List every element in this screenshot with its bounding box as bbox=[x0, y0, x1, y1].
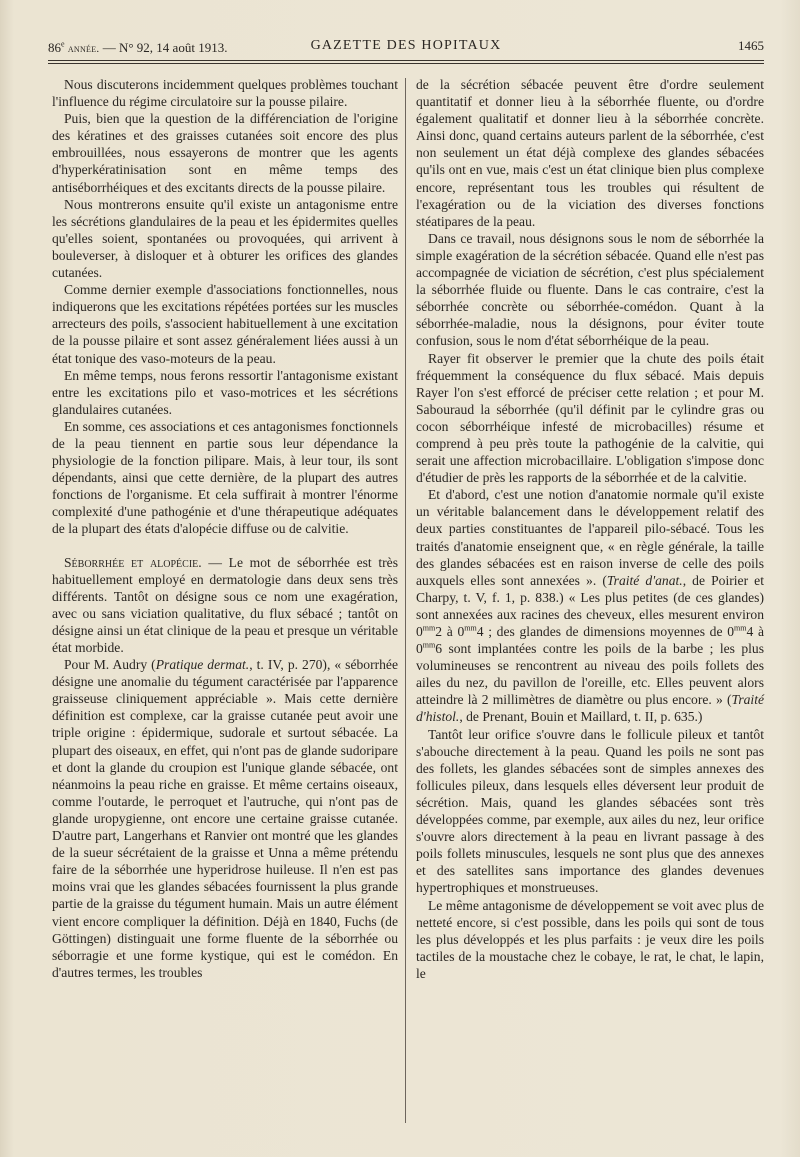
paragraph: Nous montrerons ensuite qu'il existe un antagonisme entre les sécrétions glandulaires de la peau et les épidermites quelles qu'elles soient, spontanées ou provoquées, qui arrivent à bouleverser, à disloquer et à obturer les orifices des glandes cutanées. bbox=[52, 196, 398, 281]
paragraph: Dans ce travail, nous désignons sous le nom de séborrhée la simple exagération de la sécrétion sébacée. Quand elle n'est pas accompagnée de viciation de sécrétion, c'est plus spécialement la séborrhée fluide ou fluente. Dans le cas contraire, c'est la séborrhée concrète ou séborrhée-comédon. Quant à la séborrhée-maladie, nous la désignons, pour éviter toute confusion, sous le nom d'état séborrhéique de la peau. bbox=[416, 230, 764, 349]
header-rule-bottom bbox=[48, 63, 764, 64]
paragraph: Comme dernier exemple d'associations fonctionnelles, nous indiquerons que les excitations répétées portées sur les muscles arrecteurs des poils, s'associent habituellement à une excitation de la pousse pilaire et sont assez généralement liées aussi à un état tonique des vaso-moteurs de la peau. bbox=[52, 282, 398, 366]
paragraph: Tantôt leur orifice s'ouvre dans le follicule pileux et tantôt s'abouche directement à la peau. Quand les poils ne sont pas des follets, les glandes sébacées sont de simples annexes des follicules pileux, dans lesquels elles déversent leur produit de sécrétion. Mais, quand les glandes sébacées sont très développées comme, par exemple, aux ailes du nez, leur orifice s'ouvre alors directement à la peau en livrant passage à des poils follets minuscules, lesquels ne sont plus que des annexes et des satellites sans importance des glandes devenues hypertrophiques et monstrueuses. bbox=[416, 726, 764, 896]
right-column bbox=[416, 76, 764, 982]
paragraph: Puis, bien que la question de la différenciation de l'origine des kératines et des graisses cutanées soit encore des plus embrouillées, nous essayerons de montrer que les agents d'hyperkératinisation sont en même temps des antiséborrhéiques et des excitants directs de la pousse pilaire. bbox=[52, 111, 398, 195]
page-number: 1465 bbox=[738, 38, 764, 53]
column-divider bbox=[405, 78, 406, 1123]
paragraph: de la sécrétion sébacée peuvent être d'ordre seulement quantitatif et donner lieu à la séborrhée fluente, ou d'ordre également qualitatif et donner lieu à la séborrhée concrète. Ainsi donc, quand certains auteurs parlent de la séborrhée, c'est non seulement un état déjà complexe des glandes sébacées qu'ils ont en vue, mais c'est un état clinique bien plus complexe encore, représentant tous les troubles qui résultent de l'exagération ou de la viciation des diverses fonctions stéatipares de la peau. bbox=[416, 77, 764, 229]
paragraph: Rayer fit observer le premier que la chute des poils était fréquemment la conséquence du flux sébacé. Mais depuis Rayer l'on s'est efforcé de préciser cette relation ; et pour M. Sabouraud la séborrhée (qu'il définit par le cylindre gras ou cocon séborrhéique infesté de microbacilles) résume et comprend à peu près toute la pathogénie de la calvitie, qui serait une affection microbacillaire. L'obligation s'impose donc d'étudier de près les rapports de la séborrhée et de la calvitie. bbox=[416, 350, 764, 486]
paragraph: Et d'abord, c'est une notion d'anatomie normale qu'il existe un véritable balancement dans le développement relatif des deux parties constituantes de l'appareil pilo-sébacé. Tous les traités d'anatomie enseignent que, « en règle générale, la taille des glandes sébacées est en raison inverse de celle des poils auxquels elles sont annexées ». (Traité d'anat., de Poirier et Charpy, t. V, f. 1, p. 838.) « Les plus petites (de ces glandes) sont annexées aux racines des cheveux, elles mesurent environ $0^{mm}2$ à $0^{mm}4$ ; des glandes de dimensions moyennes de $0^{mm}4$ à $0^{mm}6$ sont implantées contre les poils de la barbe ; les plus volumineuses se rencontrent au niveau des poils follets des ailes du nez, du pavillon de l'oreille, etc. Elles peuvent alors atteindre là 2 millimètres de diamètre ou plus encore. » (Traité d'histol., de Prenant, Bouin et Maillard, t. II, p. 635.) bbox=[416, 487, 764, 725]
journal-title: GAZETTE DES HOPITAUX bbox=[310, 38, 502, 53]
left-column bbox=[52, 76, 398, 981]
paragraph: Le même antagonisme de développement se voit avec plus de netteté encore, si c'est possible, dans les poils qui sont de tous les plus développés et les plus parfaits : je veux dire les poils tactiles de la moustache chez le cobaye, le rat, le chat, le lapin, le bbox=[416, 897, 764, 981]
section-paragraph: Séborrhée et alopécie. — Le mot de séborrhée est très habituellement employé en dermatologie dans deux sens très différents. Tantôt on désigne sous ce nom une exagération, avec ou sans viciation qualitative, du flux sébacé ; tantôt on désigne ainsi un état clinique de la peau et presque un véritable état morbide. bbox=[52, 554, 398, 655]
running-header bbox=[48, 38, 764, 58]
paragraph: Pour M. Audry (Pratique dermat., t. IV, p. 270), « séborrhée désigne une anomalie du tégument caractérisée par l'apparence graisseuse cliniquement appréciable ». Mais cette dernière définition est complexe, car la graisse cutanée peut avoir une triple origine : épidermique, sudorale et surtout sébacée. La plupart des oiseaux, en effet, qui n'ont pas de glande sudoripare et dont la glande du croupion est l'unique glande sébacée, ont néanmoins la peau riche en graisse. Et même certains oiseaux, comme l'outarde, le perroquet et l'autruche, qui n'ont pas de glande uropygienne, ont encore une certaine graisse cutanée. D'autre part, Langerhans et Ranvier ont montré que les glandes de la sueur sécrétaient de la graisse et Unna a même prétendu faire de la séborrhée une hyperidrose huileuse. Il n'en est pas moins vrai que les glandes sébacées fournissent la plus grande partie de la graisse du tégument humain. Mais un autre élément vient encore compliquer la définition. Déjà en 1840, Fuchs (de Göttingen) distinguait une forme fluente de la séborrhée ou séborragie et une forme kystique, qui est le comédon. En d'autres termes, les troubles bbox=[52, 657, 398, 980]
header-rule-top bbox=[48, 60, 764, 61]
issue-info: 86e année. — N° 92, 14 août 1913. bbox=[48, 39, 228, 55]
paragraph: En même temps, nous ferons ressortir l'antagonisme existant entre les excitations pilo et vaso-motrices et les sécrétions glandulaires cutanées. bbox=[52, 367, 398, 417]
paragraph: En somme, ces associations et ces antagonismes fonctionnels de la peau tiennent en partie sous leur dépendance la physiologie de la fonction pilipare. Mais, à leur tour, ils sont dépendants, ainsi que cette dernière, de la plupart des autres fonctions de l'organisme. Et cela suffirait à montrer l'énorme complexité d'une pathogénie et d'une thérapeutique adéquates de la plupart des états d'alopécie diffuse ou de calvitie. bbox=[52, 418, 398, 537]
section-title: Séborrhée et alopécie. bbox=[64, 554, 202, 570]
paragraph: Nous discuterons incidemment quelques problèmes touchant l'influence du régime circulatoire sur la pousse pilaire. bbox=[52, 77, 398, 110]
